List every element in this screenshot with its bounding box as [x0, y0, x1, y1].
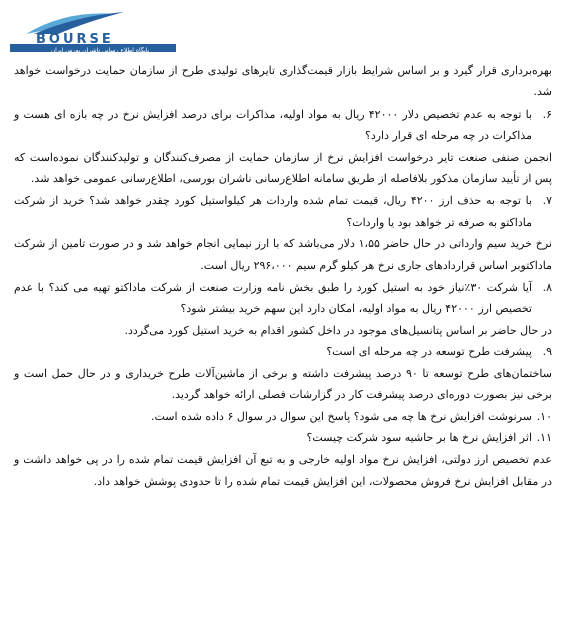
- question-text: پیشرفت طرح توسعه در چه مرحله ای است؟: [326, 345, 532, 359]
- question-number: ۹.: [542, 345, 552, 359]
- bourse-logo: [6, 4, 178, 54]
- question-number: ۱۰.: [536, 409, 552, 423]
- question-number: ۷.: [542, 194, 552, 208]
- question-11: [14, 427, 552, 448]
- question-text: سرنوشت افزایش نرخ ها چه می شود؟ پاسخ این سوال در سوال ۶ داده شده است.: [151, 409, 532, 423]
- question-7: [14, 190, 552, 233]
- question-10: [14, 406, 552, 427]
- question-text: آیا شرکت ۳۰٪نیاز خود به استیل کورد را طبق بخش نامه وزارت صنعت از شرکت ماداکتو تهیه می کند؟ با عدم تخصیص ارز ۴۲۰۰۰ ریال به مواد اولیه، امکان دارد این سهم خرید بیشتر شود؟: [14, 281, 532, 316]
- answer-8: در حال حاضر بر اساس پتانسیل‌های موجود در داخل کشور اقدام به خرید استیل کورد می‌گردد.: [124, 323, 552, 337]
- question-6: [14, 104, 552, 147]
- logo-subtitle: پایگاه اطلاع رسانی ناشران بورس ایران: [50, 47, 150, 54]
- document-body: [14, 60, 552, 492]
- answer-11: عدم تخصیص ارز دولتی، افزایش نرخ مواد اولیه خارجی و به تبع آن افزایش قیمت تمام شده را در پی خواهد داشت و در مقابل افزایش نرخ فروش محصولات، این افزایش قیمت تمام شده را تا حدودی پوشش خواهد داد.: [14, 453, 552, 488]
- paragraph-answer-intro: بهره‌برداری قرار گیرد و بر اساس شرایط بازار قیمت‌گذاری تایرهای تولیدی طرح از سازمان حمایت درخواست خواهد شد.: [14, 64, 552, 99]
- question-number: ۶.: [542, 107, 552, 121]
- question-number: ۱۱.: [536, 430, 552, 444]
- question-text: اثر افزایش نرخ ها بر حاشیه سود شرکت چیست؟: [306, 430, 532, 444]
- answer-9: ساختمان‌های طرح توسعه تا ۹۰ درصد پیشرفت داشته و برخی از ماشین‌آلات طرح خریداری و در حال حمل است و برخی نیز بصورت دوره‌ای درصد پیشرفت کار در گزارشات فصلی ارائه خواهد گردید.: [14, 366, 552, 402]
- question-8: [14, 277, 552, 320]
- question-text: با توجه به عدم تخصیص دلار ۴۲۰۰۰ ریال به مواد اولیه، مذاکرات برای درصد افزایش نرخ در چه بازه ای هست و مذاکرات در چه مرحله ای قرار دارد؟: [14, 107, 533, 143]
- answer-6: انجمن صنفی صنعت تایر درخواست افزایش نرخ از سازمان حمایت از مصرف‌کنندگان و تولیدکنندگان نموده‌است که پس از تأیید سازمان مذکور بلافاصله از طریق سامانه اطلاع‌رسانی ناشران بورسی، اطلاع‌رسانی عمومی خواهد شد.: [14, 150, 552, 186]
- question-text: با توجه به حذف ارز ۴۲۰۰ ریال، قیمت تمام شده واردات هر کیلواستیل کورد چقدر خواهد شد؟ خرید از شرکت ماداکتو به صرفه تر خواهد بود یا واردات؟: [14, 194, 533, 229]
- logo-brand-text: BOURSE: [36, 32, 114, 47]
- question-9: [14, 341, 552, 362]
- question-number: ۸.: [542, 281, 552, 295]
- answer-7: نرخ خرید سیم وارداتی در حال حاضر ۱،۵۵ دلار می‌باشد که با ارز نیمایی انجام خواهد شد و در صورت تامین از شرکت ماداکتوبر اساس قراردادهای جاری نرخ هر کیلو گرم سیم ۲۹۶،۰۰۰ ریال است.: [14, 237, 552, 272]
